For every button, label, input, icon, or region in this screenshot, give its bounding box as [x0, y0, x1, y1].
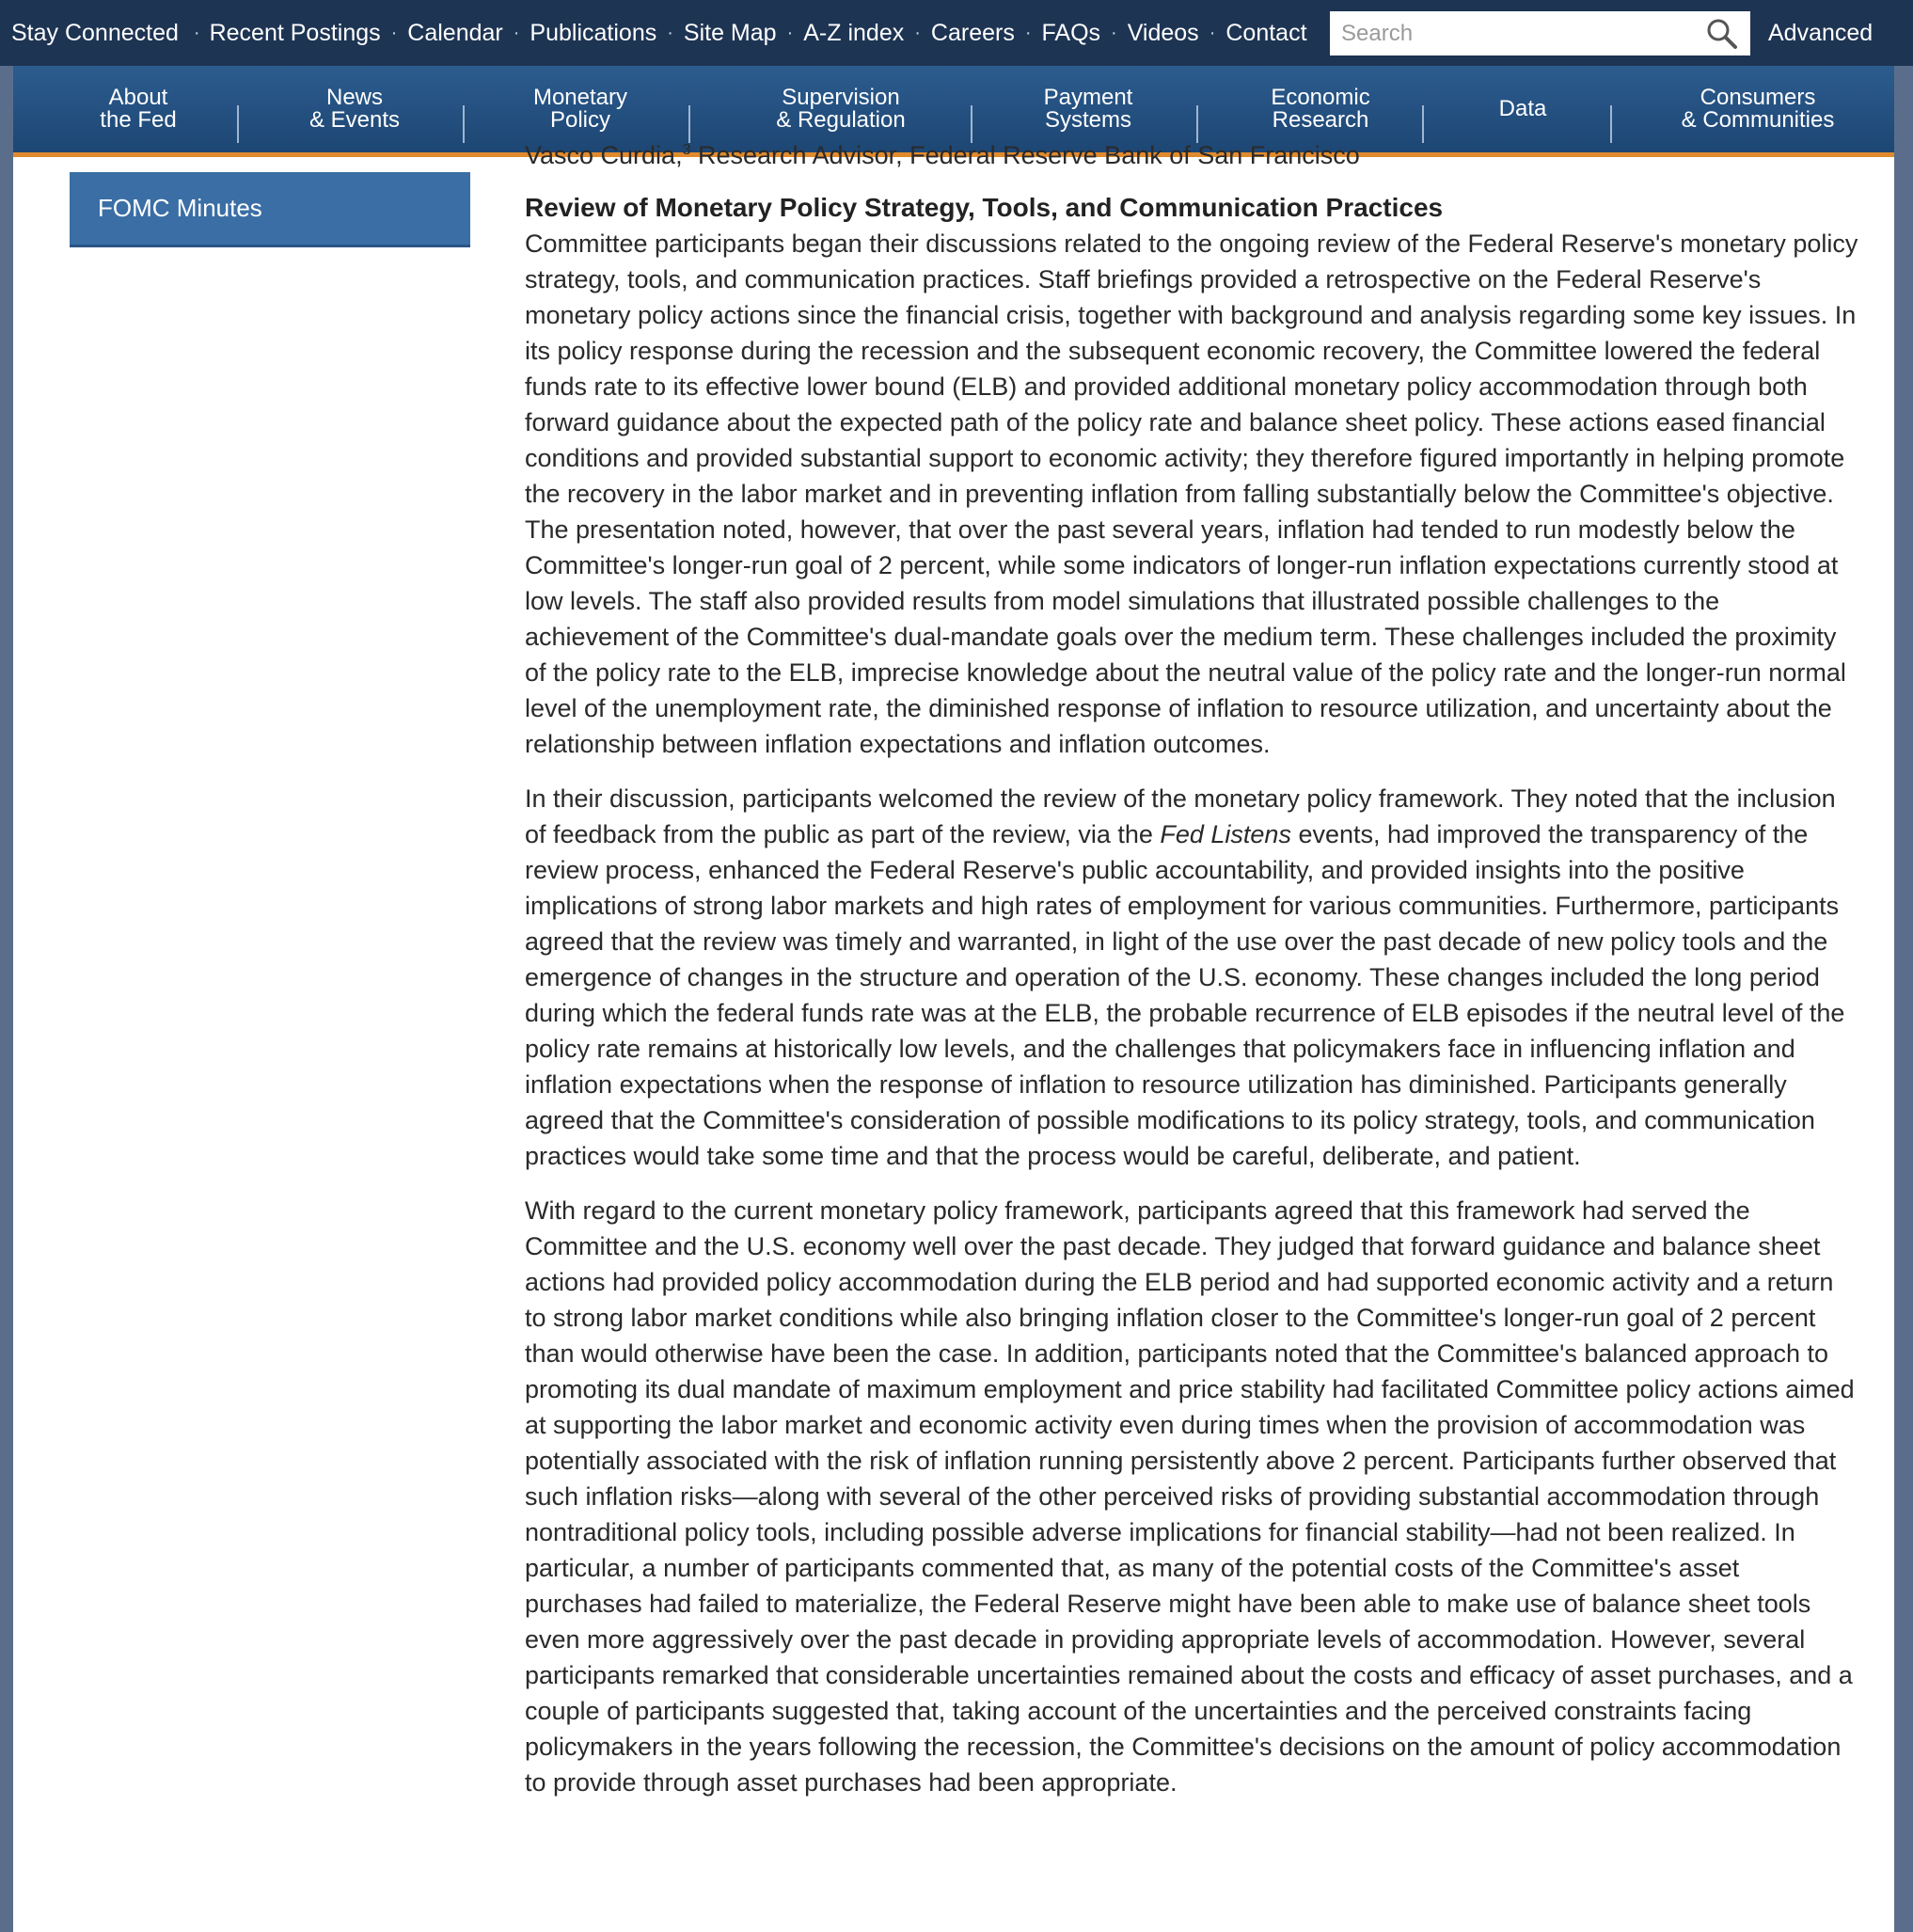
utility-links	[11, 0, 1307, 66]
author-role: Research Advisor, Federal Reserve Bank of San Francisco	[690, 141, 1360, 169]
paragraph-3: With regard to the current monetary policy framework, participants agreed that this framework had served the Committee and the U.S. economy well over the past decade. They judged that forward guidance and balance sheet actions had provided policy accommodation during the ELB period and had supported economic activity and a return to strong labor market conditions while also bringing inflation closer to the Committee's longer-run goal of 2 percent than would otherwise have been the case. In addition, participants noted that the Committee's balanced approach to promoting its dual mandate of maximum employment and price stability had facilitated Committee policy actions aimed at supporting the labor market and economic activity even during times when the provision of accommodation was potentially associated with the risk of inflation running persistently above 2 percent. Participants further observed that such inflation risks—along with several of the other perceived risks of providing substantial accommodation through nontraditional policy tools, including possible adverse implications for financial stability—had not been realized. In particular, a number of participants commented that, as many of the potential costs of the Committee's asset purchases had failed to materialize, the Federal Reserve might have been able to make use of balance sheet tools even more aggressively over the past decade in providing appropriate levels of accommodation. However, several participants remarked that considerable uncertainties remained about the costs and efficacy of asset purchases, and a couple of participants suggested that, taking account of the uncertainties and the perceived constraints facing policymakers in the years following the recession, the Committee's decisions on the amount of policy accommodation to provide through asset purchases had been appropriate.	[525, 1196, 1855, 1797]
link-contact[interactable]: Contact	[1225, 19, 1307, 46]
nav-monetary-policy[interactable]: Monetary Policy	[532, 85, 628, 133]
link-publications[interactable]: Publications	[530, 19, 657, 46]
article	[525, 137, 1860, 1819]
link-separator: ·	[1024, 22, 1032, 43]
search-box	[1330, 11, 1750, 55]
paragraph-1: Committee participants began their discussions related to the ongoing review of the Federal Reserve's monetary policy strategy, tools, and communication practices. Staff briefings provided a retrospective on the Federal Reserve's monetary policy actions since the financial crisis, together with background and analysis regarding some key issues. In its policy response during the recession and the subsequent economic recovery, the Committee lowered the federal funds rate to its effective lower bound (ELB) and provided additional monetary policy accommodation through both forward guidance about the expected path of the policy rate and balance sheet policy. These actions eased financial conditions and provided substantial support to economic activity; they therefore figured importantly in helping promote the recovery in the labor market and in preventing inflation from falling substantially below the Committee's objective. The presentation noted, however, that over the past several years, inflation had tended to run modestly below the Committee's longer-run goal of 2 percent, while some indicators of longer-run inflation expectations currently stood at low levels. The staff also provided results from model simulations that illustrated possible challenges to the achievement of the Committee's dual-mandate goals over the medium term. These challenges included the proximity of the policy rate to the ELB, imprecise knowledge about the neutral value of the policy rate and the longer-run normal level of the unemployment rate, the diminished response of inflation to resource utilization, and uncertainty about the relationship between inflation expectations and inflation outcomes.	[525, 230, 1858, 758]
link-site-map[interactable]: Site Map	[683, 19, 777, 46]
link-separator: ·	[1111, 22, 1117, 43]
content-area	[13, 141, 1894, 1932]
link-recent-postings[interactable]: Recent Postings	[209, 19, 381, 46]
nav-consumers-communities[interactable]: Consumers & Communities	[1681, 85, 1835, 133]
advanced-search-link[interactable]: Advanced	[1768, 20, 1873, 46]
fed-listens-emphasis: Fed Listens	[1160, 820, 1291, 848]
link-separator: ·	[390, 22, 398, 43]
paragraph-2	[525, 781, 1860, 1174]
link-separator: ·	[914, 22, 921, 43]
nav-about-the-fed[interactable]: About the Fed	[100, 85, 177, 133]
search-input[interactable]	[1330, 14, 1700, 54]
link-a-z-index[interactable]: A-Z index	[803, 19, 905, 46]
link-separator: ·	[1209, 22, 1216, 43]
nav-divider	[463, 105, 465, 143]
link-faqs[interactable]: FAQs	[1041, 19, 1101, 46]
author-line	[525, 137, 1860, 173]
nav-payment-systems[interactable]: Payment Systems	[1043, 85, 1133, 133]
nav-news-events[interactable]: News & Events	[308, 85, 401, 133]
link-videos[interactable]: Videos	[1127, 19, 1199, 46]
nav-data[interactable]: Data	[1498, 96, 1547, 121]
link-stay-connected[interactable]: Stay Connected	[11, 19, 179, 46]
search-icon[interactable]	[1705, 17, 1739, 51]
paragraph-2-text: In their discussion, participants welcomed the review of the monetary policy framework. They noted that the inclusion of feedback from the public as part of the review, via the	[525, 784, 1836, 848]
author-name: Vasco Curdia,	[525, 141, 683, 169]
nav-divider	[237, 105, 239, 143]
nav-economic-research[interactable]: Economic Research	[1271, 85, 1370, 133]
sidebar-fomc-minutes[interactable]: FOMC Minutes	[70, 172, 470, 247]
link-separator: ·	[786, 22, 794, 43]
nav-supervision-regulation[interactable]: Supervision & Regulation	[776, 85, 906, 133]
section-heading: Review of Monetary Policy Strategy, Tools, and Communication Practices	[525, 193, 1444, 222]
footnote-link[interactable]: 3	[682, 142, 691, 158]
link-separator: ·	[667, 22, 673, 43]
link-careers[interactable]: Careers	[930, 19, 1015, 46]
link-separator: ·	[513, 22, 520, 43]
utility-bar	[0, 0, 1913, 66]
paragraph-2-text-cont: events, had improved the transparency of the review process, enhanced the Federal Reserve's public accountability, and provided insights into the positive implications of strong labor markets and high rates of employment for various communities. Furthermore, participants agreed that the review was timely and warranted, in light of the use over the past decade of new policy tools and the emergence of changes in the structure and operation of the U.S. economy. These changes included the long period during which the federal funds rate was at the ELB, the probable recurrence of ELB episodes if the neutral level of the policy rate remains at historically low levels, and the challenges that policymakers face in influencing inflation and inflation expectations when the response of inflation to resource utilization has diminished. Participants generally agreed that the Committee's consideration of possible modifications to its policy strategy, tools, and communication practices would take some time and that the process would be careful, deliberate, and patient.	[525, 820, 1845, 1170]
link-calendar[interactable]: Calendar	[407, 19, 503, 46]
link-separator: ·	[193, 22, 200, 43]
